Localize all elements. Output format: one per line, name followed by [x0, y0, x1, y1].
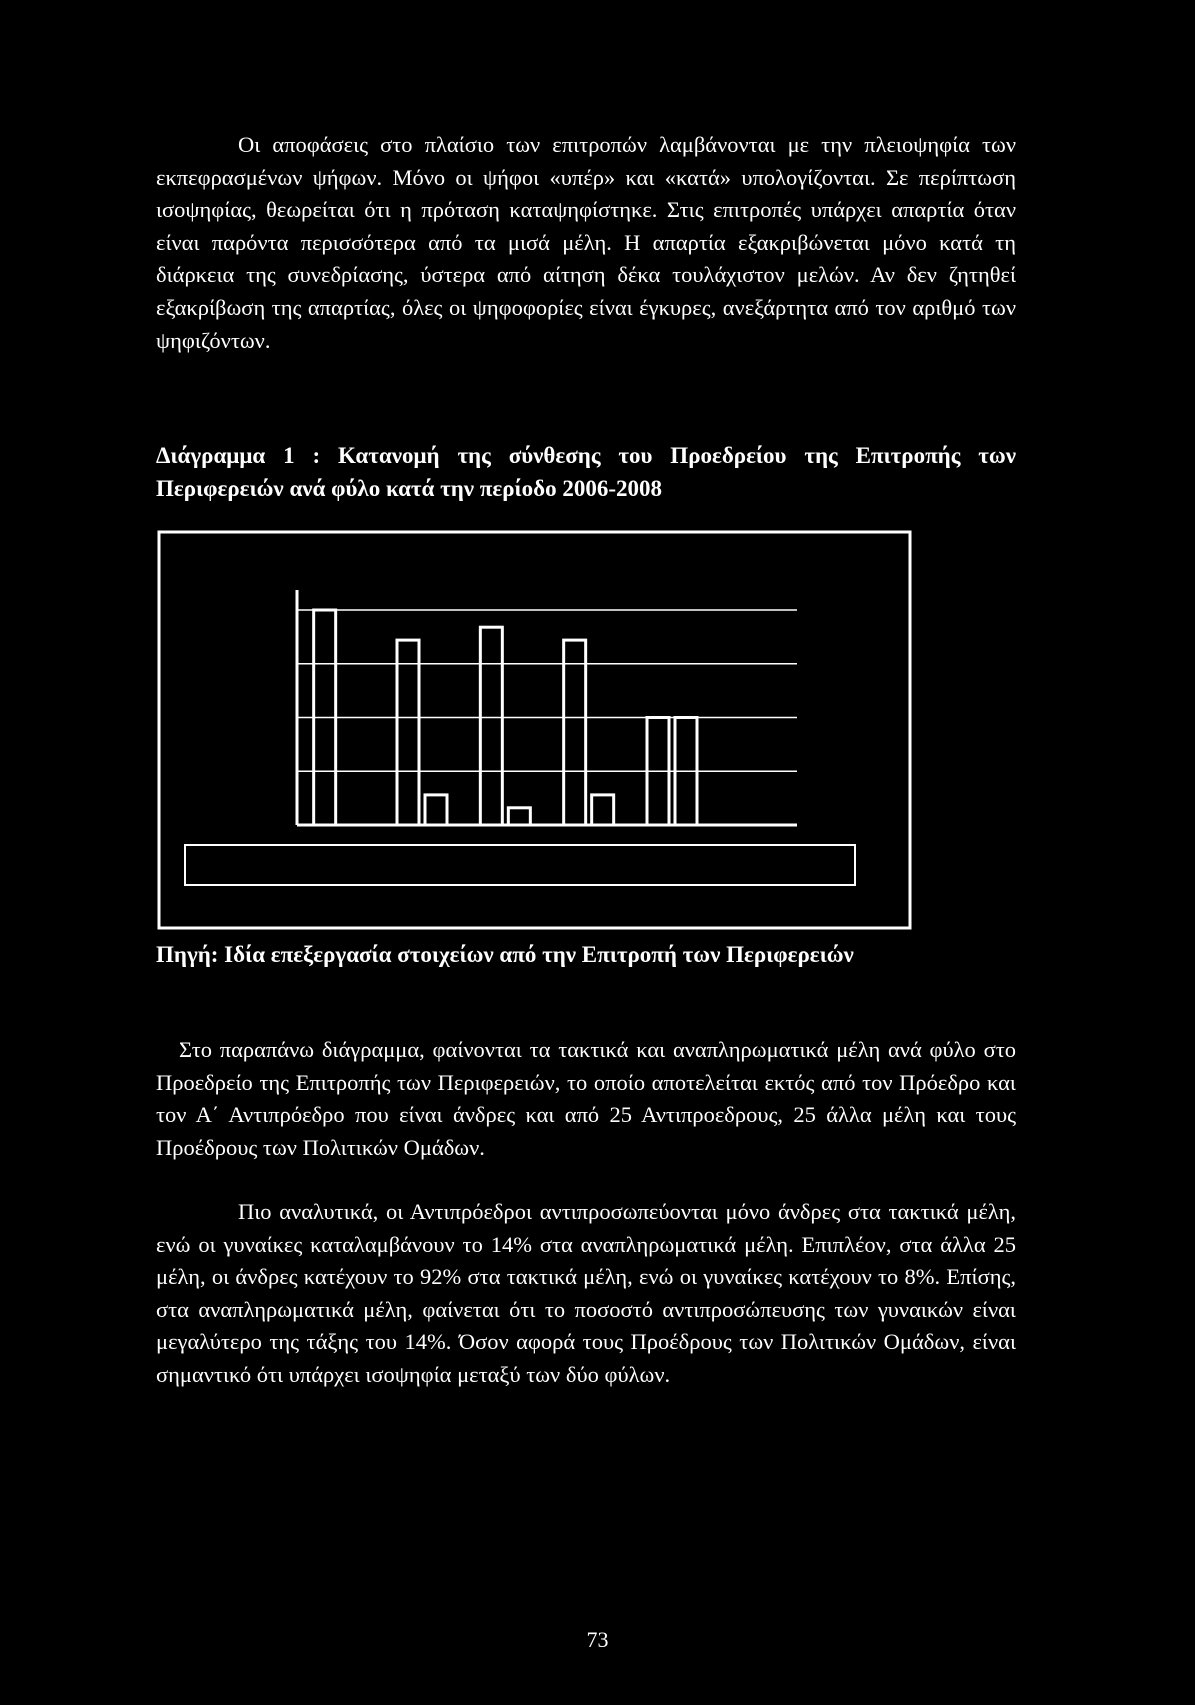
- bar: [397, 640, 419, 825]
- bar-chart: [157, 530, 912, 930]
- chart-frame: [159, 532, 910, 928]
- chart-legend: [185, 845, 855, 885]
- paragraph-chart-analysis: Πιο αναλυτικά, οι Αντιπρόεδροι αντιπροσωπεύονται μόνο άνδρες στα τακτικά μέλη, ενώ οι γυναίκες καταλαμβάνουν το 14% στα αναπληρωματικά μέλη. Επιπλέον, στα άλλα 25 μέλη, οι άνδρες κατέχουν το 92% στα τακτικά μέλη, ενώ οι γυναίκες κατέχουν το 8%. Επίσης, στα αναπληρωματικά μέλη, φαίνεται ότι το ποσοστό αντιπροσώπευσης των γυναικών είναι μεγαλύτερο της τάξης του 14%. Όσον αφορά τους Προέδρους των Πολιτικών Ομάδων, είναι σημαντικό ότι υπάρχει ισοψηφία μεταξύ των δύο φύλων.: [156, 1199, 1016, 1387]
- bar: [480, 627, 502, 825]
- bar: [564, 640, 586, 825]
- paragraph-chart-description: Στο παραπάνω διάγραμμα, φαίνονται τα τακτικά και αναπληρωματικά μέλη ανά φύλο στο Προεδρείο της Επιτροπής των Περιφερειών, το οποίο αποτελείται εκτός από τον Πρόεδρο και τον Α΄ Αντιπρόεδρο που είναι άνδρες και από 25 Αντιπροεδρους, 25 άλλα μέλη και τους Προέδρους των Πολιτικών Ομάδων.: [156, 1037, 1016, 1160]
- figure-source: Πηγή: Ιδία επεξεργασία στοιχείων από την Επιτροπή των Περιφερειών: [156, 942, 854, 967]
- paragraph-quorum: Οι αποφάσεις στο πλαίσιο των επιτροπών λαμβάνονται με την πλειοψηφία των εκπεφρασμένων ψήφων. Μόνο οι ψήφοι «υπέρ» και «κατά» υπολογίζονται. Σε περίπτωση ισοψηφίας, θεωρείται ότι η πρόταση καταψηφίστηκε. Στις επιτροπές υπάρχει απαρτία όταν είναι παρόντα περισσότερα από τα μισά μέλη. Η απαρτία εξακριβώνεται μόνο κατά τη διάρκεια της συνεδρίασης, ύστερα από αίτηση δέκα τουλάχιστον μελών. Αν δεν ζητηθεί εξακρίβωση της απαρτίας, όλες οι ψηφοφορίες είναι έγκυρες, ανεξάρτητα από τον αριθμό των ψηφιζόντων.: [156, 132, 1016, 353]
- page-number: 73: [586, 1627, 609, 1652]
- figure-title: Διάγραμμα 1 : Κατανομή της σύνθεσης του Προεδρείου της Επιτροπής των Περιφερειών ανά φύλο κατά την περίοδο 2006-2008: [156, 443, 1016, 501]
- bar-chart-svg: [157, 530, 912, 930]
- bar: [508, 808, 530, 825]
- bar: [425, 795, 447, 825]
- bar: [592, 795, 614, 825]
